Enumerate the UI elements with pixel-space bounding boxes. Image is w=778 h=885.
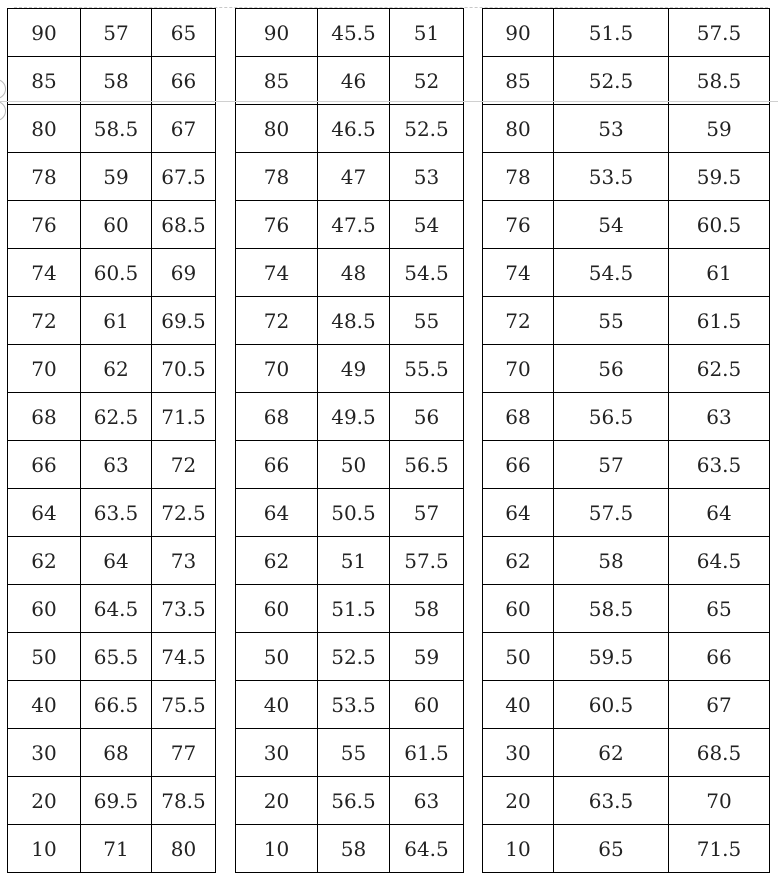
table-row (483, 297, 770, 345)
table-cell: 51 (318, 537, 390, 585)
table-cell: 66 (236, 441, 318, 489)
table-cell: 53 (390, 153, 464, 201)
table-row (8, 489, 216, 537)
table-cell: 76 (236, 201, 318, 249)
table-cell: 58.5 (81, 105, 152, 153)
table-row (8, 9, 216, 57)
table-cell: 62.5 (81, 393, 152, 441)
table-cell: 56.5 (390, 441, 464, 489)
table-cell: 52 (390, 57, 464, 105)
table-cell: 77 (152, 729, 216, 777)
table-cell: 68 (236, 393, 318, 441)
table-cell: 64 (483, 489, 554, 537)
table-cell: 71.5 (152, 393, 216, 441)
table-cell: 90 (8, 9, 81, 57)
table-row (236, 537, 464, 585)
table-cell: 66.5 (81, 681, 152, 729)
table-cell: 62 (8, 537, 81, 585)
table-cell: 60 (236, 585, 318, 633)
table-cell: 68.5 (669, 729, 770, 777)
table-cell: 20 (236, 777, 318, 825)
table-row (236, 393, 464, 441)
table-cell: 71 (81, 825, 152, 873)
table-cell: 85 (8, 57, 81, 105)
table-cell: 60.5 (669, 201, 770, 249)
table-cell: 65.5 (81, 633, 152, 681)
table-row (8, 729, 216, 777)
table-row (8, 777, 216, 825)
table-cell: 65 (669, 585, 770, 633)
table-cell: 56 (554, 345, 669, 393)
table-cell: 59.5 (554, 633, 669, 681)
table-row (8, 345, 216, 393)
table-cell: 60.5 (81, 249, 152, 297)
table-cell: 61.5 (390, 729, 464, 777)
table-cell: 58 (390, 585, 464, 633)
table-row (8, 633, 216, 681)
table-cell: 68 (8, 393, 81, 441)
score-table-body (236, 9, 464, 873)
table-row (236, 825, 464, 873)
table-cell: 50 (8, 633, 81, 681)
table-cell: 55 (554, 297, 669, 345)
table-cell: 67 (152, 105, 216, 153)
table-cell: 58.5 (554, 585, 669, 633)
table-cell: 54 (390, 201, 464, 249)
table-cell: 52.5 (554, 57, 669, 105)
table-cell: 66 (669, 633, 770, 681)
table-row (483, 9, 770, 57)
table-cell: 50 (318, 441, 390, 489)
table-cell: 68 (483, 393, 554, 441)
table-cell: 80 (236, 105, 318, 153)
table-cell: 72 (236, 297, 318, 345)
table-cell: 57 (390, 489, 464, 537)
table-row (236, 105, 464, 153)
table-cell: 63 (669, 393, 770, 441)
table-row (8, 585, 216, 633)
table-row (483, 825, 770, 873)
table-cell: 56.5 (554, 393, 669, 441)
table-move-handle[interactable] (0, 79, 6, 99)
table-row (8, 441, 216, 489)
table-row (8, 537, 216, 585)
table-cell: 30 (483, 729, 554, 777)
table-row (483, 201, 770, 249)
table-row (236, 153, 464, 201)
table-cell: 69.5 (152, 297, 216, 345)
table-row (483, 633, 770, 681)
table-row (483, 681, 770, 729)
table-cell: 64 (81, 537, 152, 585)
table-cell: 49 (318, 345, 390, 393)
table-cell: 60.5 (554, 681, 669, 729)
table-cell: 57.5 (390, 537, 464, 585)
table-cell: 72 (8, 297, 81, 345)
table-row (483, 57, 770, 105)
table-row (8, 57, 216, 105)
table-row (483, 249, 770, 297)
table-cell: 55 (390, 297, 464, 345)
table-cell: 78 (8, 153, 81, 201)
table-cell: 10 (236, 825, 318, 873)
table-cell: 65 (554, 825, 669, 873)
table-cell: 59 (81, 153, 152, 201)
table-row (483, 393, 770, 441)
table-cell: 62 (81, 345, 152, 393)
table-row (8, 249, 216, 297)
table-cell: 53.5 (318, 681, 390, 729)
table-cell: 52.5 (318, 633, 390, 681)
table-row (236, 9, 464, 57)
table-cell: 58 (554, 537, 669, 585)
section-divider (0, 101, 778, 102)
table-cell: 80 (483, 105, 554, 153)
table-cell: 50 (483, 633, 554, 681)
table-cell: 65 (152, 9, 216, 57)
table-row (236, 345, 464, 393)
table-cell: 69 (152, 249, 216, 297)
table-cell: 68.5 (152, 201, 216, 249)
table-cell: 63 (390, 777, 464, 825)
table-row (8, 153, 216, 201)
table-cell: 55 (318, 729, 390, 777)
table-cell: 66 (152, 57, 216, 105)
table-cell: 62 (554, 729, 669, 777)
table-row (8, 825, 216, 873)
table-cell: 63.5 (669, 441, 770, 489)
table-cell: 75.5 (152, 681, 216, 729)
table-cell: 78.5 (152, 777, 216, 825)
table-row (236, 633, 464, 681)
table-cell: 80 (152, 825, 216, 873)
table-cell: 51.5 (318, 585, 390, 633)
table-cell: 54.5 (390, 249, 464, 297)
table-cell: 56 (390, 393, 464, 441)
table-row (483, 153, 770, 201)
table-cell: 70 (669, 777, 770, 825)
table-cell: 90 (483, 9, 554, 57)
table-cell: 58.5 (669, 57, 770, 105)
table-row (483, 537, 770, 585)
table-cell: 40 (236, 681, 318, 729)
table-cell: 72 (152, 441, 216, 489)
table-cell: 51.5 (554, 9, 669, 57)
table-cell: 76 (8, 201, 81, 249)
table-cell: 59.5 (669, 153, 770, 201)
table-row (236, 201, 464, 249)
score-table-3 (482, 8, 770, 873)
table-cell: 61 (669, 249, 770, 297)
table-cell: 67.5 (152, 153, 216, 201)
table-cell: 54.5 (554, 249, 669, 297)
table-cell: 85 (236, 57, 318, 105)
table-cell: 64.5 (390, 825, 464, 873)
table-cell: 58 (318, 825, 390, 873)
table-row (483, 105, 770, 153)
table-cell: 64 (669, 489, 770, 537)
table-row (483, 345, 770, 393)
table-cell: 67 (669, 681, 770, 729)
table-cell: 63.5 (554, 777, 669, 825)
table-row (236, 297, 464, 345)
table-cell: 62 (236, 537, 318, 585)
table-cell: 60 (8, 585, 81, 633)
table-cell: 85 (483, 57, 554, 105)
table-cell: 10 (8, 825, 81, 873)
table-cell: 61.5 (669, 297, 770, 345)
table-row (236, 585, 464, 633)
table-cell: 73.5 (152, 585, 216, 633)
table-cell: 62 (483, 537, 554, 585)
table-cell: 74 (8, 249, 81, 297)
table-cell: 80 (8, 105, 81, 153)
table-cell: 54 (554, 201, 669, 249)
table-cell: 60 (390, 681, 464, 729)
table-row (8, 201, 216, 249)
table-cell: 74 (236, 249, 318, 297)
table-cell: 47 (318, 153, 390, 201)
table-row (236, 249, 464, 297)
table-row (236, 681, 464, 729)
table-cell: 55.5 (390, 345, 464, 393)
table-cell: 76 (483, 201, 554, 249)
table-cell: 48 (318, 249, 390, 297)
table-cell: 48.5 (318, 297, 390, 345)
table-row (483, 489, 770, 537)
table-cell: 63 (81, 441, 152, 489)
table-cell: 70.5 (152, 345, 216, 393)
table-row (8, 297, 216, 345)
score-table-body (8, 9, 216, 873)
table-cell: 57 (81, 9, 152, 57)
table-cell: 30 (236, 729, 318, 777)
table-row (236, 489, 464, 537)
table-cell: 61 (81, 297, 152, 345)
score-table-1 (7, 8, 216, 873)
table-cell: 57 (554, 441, 669, 489)
table-cell: 64.5 (669, 537, 770, 585)
table-row (236, 777, 464, 825)
table-cell: 73 (152, 537, 216, 585)
table-cell: 78 (236, 153, 318, 201)
table-cell: 90 (236, 9, 318, 57)
table-cell: 50 (236, 633, 318, 681)
table-cell: 63.5 (81, 489, 152, 537)
table-cell: 56.5 (318, 777, 390, 825)
table-cell: 74 (483, 249, 554, 297)
table-cell: 64 (8, 489, 81, 537)
table-cell: 68 (81, 729, 152, 777)
table-cell: 59 (390, 633, 464, 681)
table-cell: 71.5 (669, 825, 770, 873)
table-cell: 72 (483, 297, 554, 345)
table-cell: 64.5 (81, 585, 152, 633)
table-cell: 64 (236, 489, 318, 537)
table-cell: 45.5 (318, 9, 390, 57)
table-cell: 53.5 (554, 153, 669, 201)
table-cell: 49.5 (318, 393, 390, 441)
table-row (8, 393, 216, 441)
table-row (8, 681, 216, 729)
table-row (483, 729, 770, 777)
table-cell: 51 (390, 9, 464, 57)
table-cell: 60 (483, 585, 554, 633)
table-cell: 10 (483, 825, 554, 873)
table-cell: 20 (483, 777, 554, 825)
table-row (483, 777, 770, 825)
table-cell: 58 (81, 57, 152, 105)
table-cell: 70 (483, 345, 554, 393)
table-row (8, 105, 216, 153)
table-cell: 70 (236, 345, 318, 393)
score-table-body (483, 9, 770, 873)
table-cell: 72.5 (152, 489, 216, 537)
table-cell: 57.5 (554, 489, 669, 537)
table-cell: 62.5 (669, 345, 770, 393)
table-cell: 66 (483, 441, 554, 489)
table-cell: 66 (8, 441, 81, 489)
table-cell: 40 (483, 681, 554, 729)
table-cell: 50.5 (318, 489, 390, 537)
table-row (236, 729, 464, 777)
table-cell: 53 (554, 105, 669, 153)
table-cell: 74.5 (152, 633, 216, 681)
table-cell: 52.5 (390, 105, 464, 153)
table-cell: 46 (318, 57, 390, 105)
table-cell: 59 (669, 105, 770, 153)
table-cell: 60 (81, 201, 152, 249)
table-cell: 46.5 (318, 105, 390, 153)
table-row (236, 441, 464, 489)
table-cell: 70 (8, 345, 81, 393)
table-row (236, 57, 464, 105)
score-table-2 (235, 8, 464, 873)
table-row (483, 441, 770, 489)
table-cell: 57.5 (669, 9, 770, 57)
table-cell: 40 (8, 681, 81, 729)
table-row (483, 585, 770, 633)
table-cell: 47.5 (318, 201, 390, 249)
table-cell: 78 (483, 153, 554, 201)
table-move-handle[interactable] (0, 101, 6, 121)
table-cell: 20 (8, 777, 81, 825)
table-cell: 30 (8, 729, 81, 777)
table-cell: 69.5 (81, 777, 152, 825)
